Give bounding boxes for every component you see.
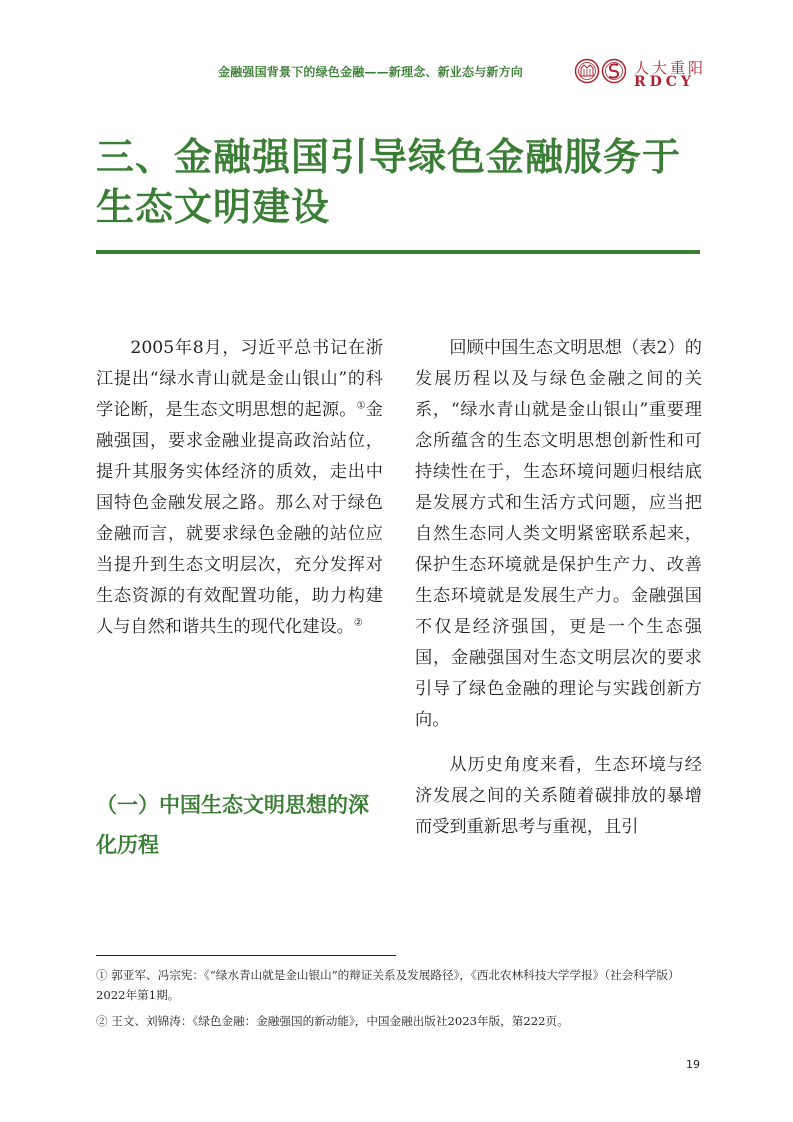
body-paragraph: 2005年8月，习近平总书记在浙江提出“绿水青山就是金山银山”的科学论断，是生态文明思想的起源。①金融强国，要求金融业提高政治站位，提升其服务实体经济的质效，走出中国特色金融发展之路。那么对于绿色金融而言，就要求绿色金融的站位应当提升到生态文明层次，充分发挥对生态资源的有效配置功能，助力构建人与自然和谐共生的现代化建设。②: [96, 338, 383, 637]
section-heading: （一）中国生态文明思想的深化历程: [96, 793, 369, 857]
footnotes: [96, 965, 701, 1037]
logo-english-text: RDCY: [634, 74, 695, 90]
footnote-marker: ①: [356, 400, 366, 412]
left-column: [96, 333, 383, 643]
footnote-marker: ②: [353, 617, 363, 629]
logo-chinese-text: 人大重阳: [634, 59, 707, 77]
footnote: ① 郭亚军、冯宗宪：《“绿水青山就是金山银山”的辩证关系及发展路径》，《西北农林科技大学学报》（社会科学版）2022年第1期。: [96, 968, 680, 1002]
footnote: ② 王文、刘锦涛：《绿色金融：金融强国的新动能》，中国金融出版社2023年版，第222页。: [96, 1014, 569, 1028]
page-number: 19: [686, 1058, 700, 1071]
body-paragraph: 从历史角度来看，生态环境与经济发展之间的关系随着碳排放的暴增而受到重新思考与重视，且引: [415, 755, 702, 837]
right-column: [415, 333, 702, 843]
body-paragraph: 回顾中国生态文明思想（表2）的发展历程以及与绿色金融之间的关系，“绿水青山就是金山银山”重要理念所蕴含的生态文明思想创新性和可持续性在于，生态环境问题归根结底是发展方式和生活方式问题，应当把自然生态同人类文明紧密联系起来，保护生态环境就是保护生产力、改善生态环境就是发展生产力。金融强国不仅是经济强国，更是一个生态强国，金融强国对生态文明层次的要求引导了绿色金融的理论与实践创新方向。: [415, 338, 702, 730]
logo-emblem-icon: [574, 53, 630, 93]
footnote-divider: [96, 955, 396, 956]
chapter-title: 三、金融强国引导绿色金融服务于生态文明建设: [96, 135, 682, 229]
running-header-title: 金融强国背景下的绿色金融——新理念、新业态与新方向: [218, 65, 524, 79]
title-divider: [96, 250, 700, 254]
rdcy-logo: [574, 53, 707, 93]
